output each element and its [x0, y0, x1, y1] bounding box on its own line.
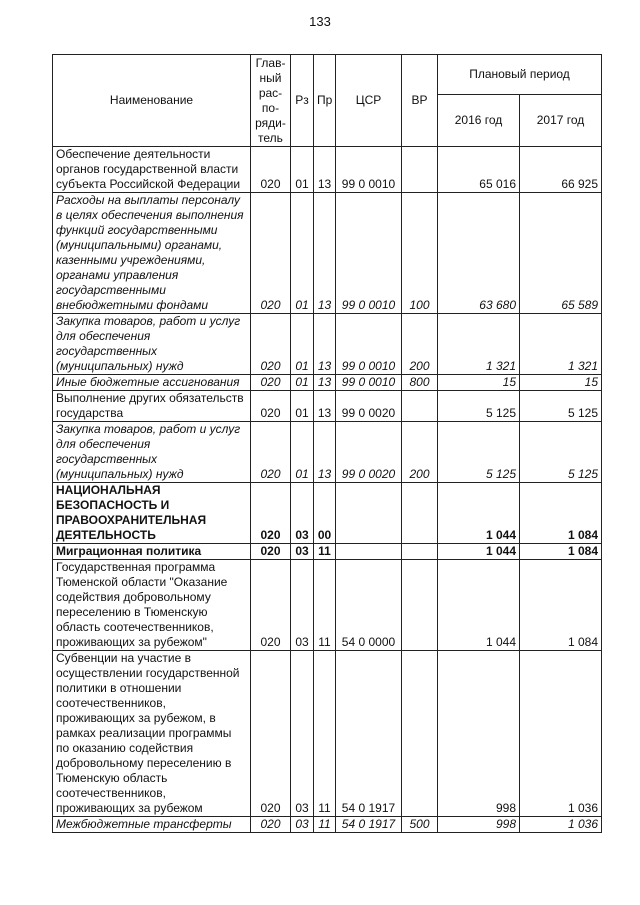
row-pr: 13 — [314, 422, 336, 483]
row-pr: 11 — [314, 544, 336, 560]
row-2016: 998 — [438, 651, 520, 817]
row-rz: 03 — [291, 817, 314, 833]
row-name: Субвенции на участие в осуществлении государственной политики в отношении соотечественников, проживающих за рубежом, в рамках реализации программы по оказанию содействия добровольному переселению в Тюменскую область соотечественников, проживающих за рубежом — [53, 651, 251, 817]
row-vr: 800 — [402, 375, 438, 391]
row-rz: 01 — [291, 314, 314, 375]
row-name: Расходы на выплаты персоналу в целях обеспечения выполнения функций государственными (муниципальными) органами, казенными учреждениями, органами управления государственными внебюджетными фондами — [53, 193, 251, 314]
row-pr: 13 — [314, 391, 336, 422]
header-name: Наименование — [53, 55, 251, 147]
row-vr: 500 — [402, 817, 438, 833]
row-name: Иные бюджетные ассигнования — [53, 375, 251, 391]
row-vr: 200 — [402, 314, 438, 375]
row-gl: 020 — [251, 147, 291, 193]
row-vr — [402, 147, 438, 193]
row-vr — [402, 544, 438, 560]
row-2017: 1 084 — [520, 483, 602, 544]
row-2016: 998 — [438, 817, 520, 833]
budget-table — [52, 54, 602, 833]
row-rz: 01 — [291, 422, 314, 483]
table-row — [53, 314, 602, 375]
row-2016: 1 044 — [438, 560, 520, 651]
row-rz: 03 — [291, 483, 314, 544]
row-csr — [336, 483, 402, 544]
row-vr — [402, 651, 438, 817]
row-pr: 13 — [314, 375, 336, 391]
row-gl: 020 — [251, 651, 291, 817]
row-2017: 5 125 — [520, 422, 602, 483]
table-row — [53, 651, 602, 817]
row-vr — [402, 391, 438, 422]
row-2016: 65 016 — [438, 147, 520, 193]
row-rz: 01 — [291, 391, 314, 422]
row-2017: 1 084 — [520, 544, 602, 560]
row-vr: 200 — [402, 422, 438, 483]
row-2017: 1 321 — [520, 314, 602, 375]
row-pr: 11 — [314, 651, 336, 817]
row-name: Миграционная политика — [53, 544, 251, 560]
row-vr — [402, 560, 438, 651]
row-csr: 99 0 0010 — [336, 193, 402, 314]
row-name: Обеспечение деятельности органов государственной власти субъекта Российской Федерации — [53, 147, 251, 193]
header-csr: ЦСР — [336, 55, 402, 147]
row-csr: 99 0 0010 — [336, 375, 402, 391]
row-gl: 020 — [251, 422, 291, 483]
row-rz: 03 — [291, 544, 314, 560]
row-2016: 1 044 — [438, 483, 520, 544]
header-year-2016: 2016 год — [438, 95, 520, 147]
row-csr: 54 0 1917 — [336, 817, 402, 833]
header-year-2017: 2017 год — [520, 95, 602, 147]
row-pr: 11 — [314, 560, 336, 651]
row-2017: 1 084 — [520, 560, 602, 651]
row-2017: 1 036 — [520, 651, 602, 817]
row-vr — [402, 483, 438, 544]
row-csr: 99 0 0020 — [336, 422, 402, 483]
row-rz: 01 — [291, 147, 314, 193]
row-rz: 03 — [291, 651, 314, 817]
row-pr: 13 — [314, 147, 336, 193]
row-gl: 020 — [251, 391, 291, 422]
row-rz: 03 — [291, 560, 314, 651]
table-row — [53, 147, 602, 193]
row-2016: 63 680 — [438, 193, 520, 314]
row-csr: 54 0 0000 — [336, 560, 402, 651]
row-2016: 1 321 — [438, 314, 520, 375]
row-name: Межбюджетные трансферты — [53, 817, 251, 833]
row-2017: 66 925 — [520, 147, 602, 193]
header-glavny: Глав-ный рас-по-ряди-тель — [251, 55, 291, 147]
table-row — [53, 817, 602, 833]
row-name: НАЦИОНАЛЬНАЯ БЕЗОПАСНОСТЬ И ПРАВООХРАНИТЕЛЬНАЯ ДЕЯТЕЛЬНОСТЬ — [53, 483, 251, 544]
row-2017: 5 125 — [520, 391, 602, 422]
row-gl: 020 — [251, 817, 291, 833]
row-2016: 5 125 — [438, 391, 520, 422]
row-csr — [336, 544, 402, 560]
row-name: Закупка товаров, работ и услуг для обеспечения государственных (муниципальных) нужд — [53, 422, 251, 483]
row-vr: 100 — [402, 193, 438, 314]
header-rz: Рз — [291, 55, 314, 147]
table-row — [53, 544, 602, 560]
page-number: 133 — [309, 14, 331, 29]
table-row — [53, 422, 602, 483]
row-2016: 1 044 — [438, 544, 520, 560]
header-planned-period: Плановый период — [438, 55, 602, 95]
table-row — [53, 193, 602, 314]
row-pr: 11 — [314, 817, 336, 833]
row-csr: 54 0 1917 — [336, 651, 402, 817]
row-csr: 99 0 0010 — [336, 147, 402, 193]
row-gl: 020 — [251, 483, 291, 544]
row-name: Закупка товаров, работ и услуг для обеспечения государственных (муниципальных) нужд — [53, 314, 251, 375]
table-row — [53, 483, 602, 544]
row-gl: 020 — [251, 375, 291, 391]
table-row — [53, 560, 602, 651]
table-row — [53, 391, 602, 422]
row-2017: 65 589 — [520, 193, 602, 314]
row-name: Выполнение других обязательств государства — [53, 391, 251, 422]
row-pr: 00 — [314, 483, 336, 544]
row-gl: 020 — [251, 560, 291, 651]
row-gl: 020 — [251, 314, 291, 375]
row-csr: 99 0 0010 — [336, 314, 402, 375]
row-pr: 13 — [314, 314, 336, 375]
row-gl: 020 — [251, 193, 291, 314]
table-row — [53, 375, 602, 391]
row-2016: 5 125 — [438, 422, 520, 483]
header-pr: Пр — [314, 55, 336, 147]
row-rz: 01 — [291, 375, 314, 391]
header-vr: ВР — [402, 55, 438, 147]
row-2017: 1 036 — [520, 817, 602, 833]
row-2017: 15 — [520, 375, 602, 391]
row-2016: 15 — [438, 375, 520, 391]
row-gl: 020 — [251, 544, 291, 560]
row-name: Государственная программа Тюменской области "Оказание содействия добровольному переселению в Тюменскую область соотечественников, проживающих за рубежом" — [53, 560, 251, 651]
row-rz: 01 — [291, 193, 314, 314]
row-csr: 99 0 0020 — [336, 391, 402, 422]
row-pr: 13 — [314, 193, 336, 314]
